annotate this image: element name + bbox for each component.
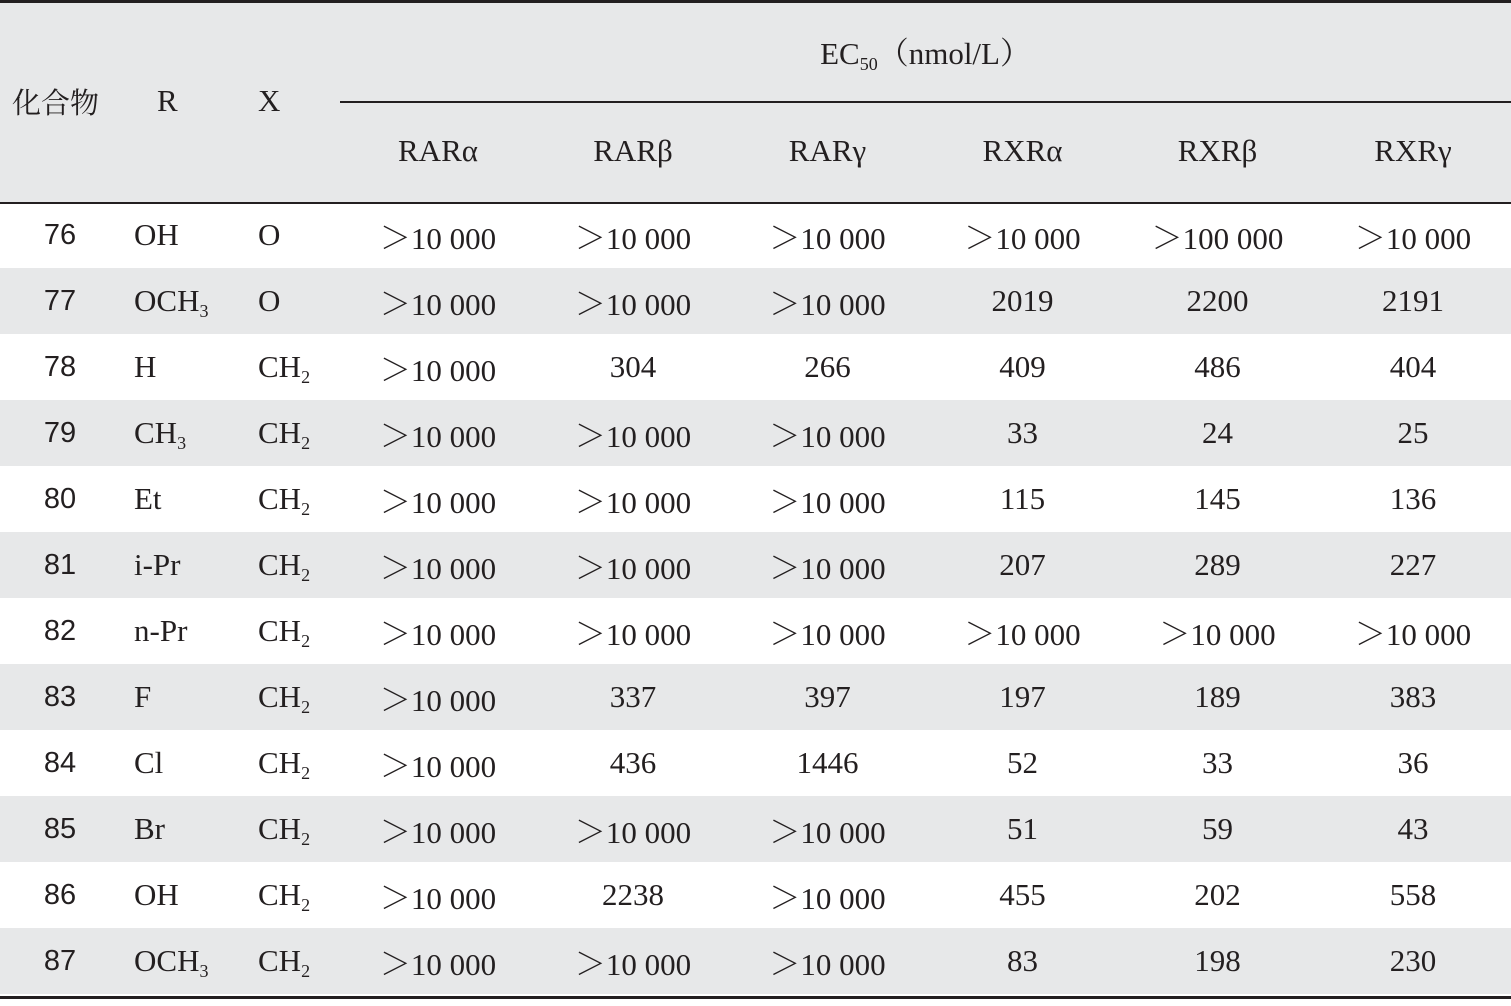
ec50-value-cell-text: 436: [609, 745, 657, 780]
ec50-value-cell: [536, 334, 730, 400]
ec50-value-cell: [730, 796, 925, 862]
ec50-value-cell-text: ＞10 000: [769, 550, 886, 586]
ec50-value-cell-text: 52: [1007, 745, 1038, 780]
ec50-value-cell-text: 558: [1389, 877, 1437, 912]
bottom-rule: [0, 996, 1511, 999]
ec50-value-cell: [925, 598, 1120, 664]
ec50-value-cell: [1315, 466, 1511, 532]
ec50-value-cell: [536, 598, 730, 664]
ec50-value-cell-text: 207: [999, 547, 1046, 582]
ec50-value-cell: [730, 664, 925, 730]
ec50-value-cell: [1315, 598, 1511, 664]
ec50-value-cell-text: 115: [999, 481, 1046, 516]
compound-id-cell-text: 83: [43, 680, 77, 713]
ec50-value-cell-text: 266: [804, 349, 851, 384]
ec50-value-cell: [730, 730, 925, 796]
table-row: [0, 928, 1511, 994]
ec50-value-cell-text: 337: [609, 679, 657, 714]
ec50-value-cell: [340, 928, 536, 994]
r-cell: [120, 466, 242, 532]
ec50-value-cell-text: 189: [1194, 679, 1241, 714]
ec50-value-cell: [730, 268, 925, 334]
header-compound: 化合物: [0, 0, 120, 202]
x-cell-subscript: 2: [301, 763, 311, 783]
ec50-value-cell-text: ＞10 000: [574, 814, 692, 850]
ec50-value-cell: [340, 796, 536, 862]
r-cell: [120, 730, 242, 796]
ec50-value-cell-text: ＞10 000: [379, 880, 497, 916]
compound-id-cell-text: 78: [43, 350, 77, 383]
ec50-value-cell-text: 33: [1007, 415, 1038, 450]
ec50-value-cell: [1120, 202, 1315, 268]
r-cell-text: CH: [134, 415, 178, 450]
ec50-value-cell-text: ＞10 000: [769, 880, 886, 916]
ec50-value-cell: [730, 862, 925, 928]
ec50-value-cell-text: 304: [609, 349, 657, 384]
x-cell-text: CH: [258, 481, 302, 516]
header-x: X: [242, 0, 340, 202]
r-cell: [120, 268, 242, 334]
ec50-value-cell: [340, 334, 536, 400]
table-row: [0, 598, 1511, 664]
ec50-value-cell-text: ＞10 000: [769, 814, 886, 850]
ec50-value-cell: [1315, 268, 1511, 334]
compound-id-cell-text: 85: [43, 812, 77, 845]
x-cell-subscript: 2: [301, 433, 311, 453]
ec50-value-cell-text: ＞10 000: [769, 484, 886, 520]
ec50-value-cell-text: ＞10 000: [574, 616, 692, 652]
ec50-value-cell-text: 83: [1007, 943, 1038, 978]
table-row: [0, 730, 1511, 796]
compound-id-cell: [0, 532, 120, 598]
ec50-value-cell: [1120, 598, 1315, 664]
ec50-value-cell-text: 202: [1194, 877, 1241, 912]
x-cell-text: O: [258, 217, 281, 252]
ec50-value-cell: [536, 730, 730, 796]
r-cell-text: i-Pr: [134, 547, 181, 582]
header-ec50-label: EC: [820, 35, 860, 71]
ec50-value-cell: [536, 532, 730, 598]
ec50-value-cell: [340, 598, 536, 664]
r-cell-text: Br: [134, 811, 165, 846]
compound-id-cell-text: 86: [43, 878, 77, 911]
header-receptor: RXRα: [925, 100, 1120, 202]
ec50-value-cell: [536, 202, 730, 268]
ec50-value-cell-text: 198: [1194, 943, 1241, 978]
ec50-value-cell: [730, 598, 925, 664]
table-row: [0, 400, 1511, 466]
x-cell: [242, 466, 340, 532]
compound-id-cell: [0, 334, 120, 400]
ec50-value-cell-text: ＞10 000: [574, 286, 692, 322]
header-ec50-unit: （nmol/L）: [877, 35, 1031, 71]
x-cell: [242, 202, 340, 268]
ec50-value-cell-text: 455: [999, 877, 1046, 912]
ec50-value-cell: [925, 400, 1120, 466]
x-cell: [242, 532, 340, 598]
ec50-value-cell: [925, 334, 1120, 400]
ec50-value-cell-text: ＞10 000: [379, 484, 497, 520]
ec50-value-cell-text: ＞100 000: [1151, 220, 1284, 256]
table-body: [0, 202, 1511, 994]
table-row: [0, 268, 1511, 334]
x-cell-text: CH: [258, 877, 302, 912]
ec50-value-cell: [340, 664, 536, 730]
ec50-value-cell-text: 33: [1202, 745, 1233, 780]
ec50-value-cell-text: 383: [1389, 679, 1437, 714]
header-receptor: RARγ: [730, 100, 925, 202]
x-cell: [242, 928, 340, 994]
compound-id-cell-text: 81: [43, 548, 77, 581]
header-ec50-subscript: 50: [859, 53, 878, 74]
ec50-value-cell: [536, 796, 730, 862]
x-cell-subscript: 2: [301, 565, 311, 585]
ec50-value-cell-text: 2019: [991, 283, 1054, 318]
ec50-value-cell: [925, 664, 1120, 730]
table-row: [0, 466, 1511, 532]
x-cell-subscript: 2: [301, 367, 311, 387]
ec50-value-cell-text: ＞10 000: [769, 946, 886, 982]
compound-id-cell-text: 77: [43, 284, 77, 317]
ec50-value-cell-text: 397: [804, 679, 851, 714]
r-cell-text: H: [134, 349, 157, 384]
compound-id-cell-text: 87: [43, 944, 77, 977]
compound-id-cell: [0, 466, 120, 532]
ec50-value-cell: [925, 928, 1120, 994]
compound-id-cell: [0, 664, 120, 730]
ec50-value-cell: [536, 466, 730, 532]
ec50-value-cell: [1120, 268, 1315, 334]
compound-id-cell: [0, 730, 120, 796]
ec50-value-cell-text: ＞10 000: [574, 484, 692, 520]
ec50-value-cell-text: ＞10 000: [574, 946, 692, 982]
table-row: [0, 796, 1511, 862]
ec50-value-cell: [730, 400, 925, 466]
compound-id-cell: [0, 862, 120, 928]
ec50-value-cell-text: ＞10 000: [769, 418, 886, 454]
ec50-value-cell-text: ＞10 000: [769, 286, 886, 322]
ec50-value-cell-text: 145: [1194, 481, 1241, 516]
ec50-value-cell-text: ＞10 000: [1354, 616, 1472, 652]
ec50-value-cell-text: ＞10 000: [379, 682, 497, 718]
ec50-value-cell-text: ＞10 000: [379, 748, 497, 784]
x-cell-subscript: 2: [301, 829, 311, 849]
x-cell-text: CH: [258, 349, 302, 384]
x-cell: [242, 598, 340, 664]
ec50-value-cell-text: ＞10 000: [574, 220, 692, 256]
ec50-value-cell-text: ＞10 000: [379, 352, 497, 388]
ec50-value-cell-text: ＞10 000: [379, 550, 497, 586]
ec50-value-cell: [1120, 862, 1315, 928]
ec50-value-cell: [730, 202, 925, 268]
ec50-value-cell: [1315, 796, 1511, 862]
x-cell-text: CH: [258, 415, 302, 450]
r-cell: [120, 664, 242, 730]
x-cell-text: CH: [258, 547, 302, 582]
ec50-value-cell: [1120, 400, 1315, 466]
compound-id-cell-text: 80: [43, 482, 77, 515]
ec50-value-cell-text: 2191: [1382, 283, 1445, 318]
header-bottom-rule: [0, 202, 1511, 204]
header-r: R: [120, 0, 242, 202]
ec50-value-cell: [925, 466, 1120, 532]
table-row: [0, 334, 1511, 400]
ec50-value-cell: [340, 400, 536, 466]
ec50-value-cell-text: ＞10 000: [574, 550, 692, 586]
ec50-value-cell-text: ＞10 000: [379, 946, 497, 982]
compound-id-cell: [0, 400, 120, 466]
r-cell-text: OCH: [134, 283, 200, 318]
ec50-value-cell-text: ＞10 000: [379, 286, 497, 322]
ec50-value-cell: [1120, 928, 1315, 994]
ec50-value-cell: [1120, 532, 1315, 598]
x-cell-subscript: 2: [301, 961, 311, 981]
ec50-value-cell-text: 404: [1389, 349, 1437, 384]
x-cell: [242, 730, 340, 796]
compound-id-cell-text: 76: [43, 218, 77, 251]
compound-id-cell-text: 82: [43, 614, 77, 647]
x-cell-subscript: 2: [301, 697, 311, 717]
x-cell: [242, 334, 340, 400]
r-cell: [120, 334, 242, 400]
ec50-value-cell: [1315, 400, 1511, 466]
x-cell-text: O: [258, 283, 281, 318]
r-cell-subscript: 3: [177, 433, 187, 453]
ec50-value-cell-text: 230: [1389, 943, 1437, 978]
ec50-value-cell: [925, 730, 1120, 796]
r-cell-text: n-Pr: [134, 613, 188, 648]
compound-id-cell-text: 79: [43, 416, 77, 449]
r-cell-text: OCH: [134, 943, 200, 978]
ec50-value-cell: [925, 202, 1120, 268]
x-cell-subscript: 2: [301, 499, 311, 519]
r-cell-text: Et: [134, 481, 162, 516]
r-cell-text: F: [134, 679, 152, 714]
ec50-value-cell-text: 51: [1007, 811, 1038, 846]
ec50-value-cell-text: 59: [1202, 811, 1233, 846]
r-cell: [120, 532, 242, 598]
ec50-value-cell-text: ＞10 000: [1354, 220, 1472, 256]
ec50-value-cell: [340, 862, 536, 928]
ec50-value-cell-text: 25: [1397, 415, 1429, 450]
ec50-value-cell: [925, 268, 1120, 334]
ec50-value-cell-text: ＞10 000: [379, 220, 497, 256]
ec50-value-cell-text: ＞10 000: [379, 418, 497, 454]
r-cell: [120, 400, 242, 466]
ec50-value-cell: [536, 862, 730, 928]
ec50-value-cell-text: 409: [999, 349, 1046, 384]
header-receptor: RXRβ: [1120, 100, 1315, 202]
ec50-value-cell: [1120, 664, 1315, 730]
x-cell-text: CH: [258, 613, 302, 648]
ec50-value-cell-text: ＞10 000: [964, 220, 1081, 256]
ec50-value-cell-text: 197: [999, 679, 1046, 714]
ec50-value-cell-text: ＞10 000: [964, 616, 1081, 652]
header-receptor: RARα: [340, 100, 536, 202]
table-row: [0, 202, 1511, 268]
ec50-value-cell: [730, 334, 925, 400]
ec50-value-cell-text: 36: [1397, 745, 1429, 780]
r-cell-text: Cl: [134, 745, 164, 780]
ec50-value-cell-text: ＞10 000: [379, 814, 497, 850]
r-cell: [120, 598, 242, 664]
ec50-value-cell: [1315, 928, 1511, 994]
ec50-value-cell: [1315, 664, 1511, 730]
ec50-value-cell: [536, 664, 730, 730]
ec50-value-cell: [1315, 532, 1511, 598]
ec50-value-cell: [925, 532, 1120, 598]
r-cell: [120, 928, 242, 994]
ec50-value-cell: [925, 796, 1120, 862]
table-row: [0, 532, 1511, 598]
compound-id-cell: [0, 928, 120, 994]
x-cell: [242, 268, 340, 334]
x-cell-text: CH: [258, 679, 302, 714]
x-cell-text: CH: [258, 943, 302, 978]
table-row: [0, 862, 1511, 928]
ec50-value-cell: [340, 202, 536, 268]
r-cell: [120, 862, 242, 928]
ec50-value-cell-text: 227: [1389, 547, 1437, 582]
r-cell-subscript: 3: [199, 961, 209, 981]
x-cell: [242, 796, 340, 862]
ec50-value-cell: [730, 928, 925, 994]
x-cell-subscript: 2: [301, 631, 311, 651]
ec50-value-cell-text: ＞10 000: [769, 220, 886, 256]
x-cell: [242, 862, 340, 928]
r-cell-subscript: 3: [199, 301, 209, 321]
header-sub-rule: [340, 101, 1511, 103]
x-cell: [242, 400, 340, 466]
compound-id-cell: [0, 202, 120, 268]
ec50-value-cell-text: 136: [1389, 481, 1437, 516]
x-cell: [242, 664, 340, 730]
ec50-value-cell-text: 2200: [1186, 283, 1249, 318]
ec50-value-cell-text: ＞10 000: [1159, 616, 1276, 652]
header-receptor: RARβ: [536, 100, 730, 202]
ec50-value-cell: [1120, 796, 1315, 862]
ec50-value-cell-text: 1446: [796, 745, 859, 780]
ec50-value-cell: [1315, 730, 1511, 796]
ec50-value-cell: [536, 268, 730, 334]
compound-id-cell: [0, 598, 120, 664]
ec50-value-cell: [1315, 862, 1511, 928]
ec50-value-cell: [340, 532, 536, 598]
ec50-value-cell-text: 2238: [602, 877, 664, 912]
ec50-value-cell-text: 289: [1194, 547, 1241, 582]
ec50-value-cell: [1315, 202, 1511, 268]
ec50-value-cell: [340, 268, 536, 334]
x-cell-text: CH: [258, 745, 302, 780]
ec50-value-cell: [536, 928, 730, 994]
ec50-value-cell: [1315, 334, 1511, 400]
compound-id-cell: [0, 796, 120, 862]
ec50-value-cell-text: 24: [1202, 415, 1233, 450]
header-receptor: RXRγ: [1315, 100, 1511, 202]
ec50-value-cell: [925, 862, 1120, 928]
x-cell-text: CH: [258, 811, 302, 846]
top-rule: [0, 0, 1511, 3]
r-cell-text: OH: [134, 217, 179, 252]
ec50-value-cell: [1120, 466, 1315, 532]
ec50-value-cell: [1120, 334, 1315, 400]
compound-id-cell: [0, 268, 120, 334]
r-cell-text: OH: [134, 877, 179, 912]
ec50-value-cell: [730, 466, 925, 532]
ec50-value-cell: [730, 532, 925, 598]
r-cell: [120, 202, 242, 268]
ec50-value-cell: [1120, 730, 1315, 796]
ec50-value-cell-text: 486: [1194, 349, 1241, 384]
header-ec50: [340, 0, 1511, 100]
ec50-value-cell-text: ＞10 000: [769, 616, 886, 652]
ec50-value-cell-text: 43: [1397, 811, 1429, 846]
ec50-value-cell: [536, 400, 730, 466]
table-row: [0, 664, 1511, 730]
ec50-value-cell-text: ＞10 000: [574, 418, 692, 454]
ec50-value-cell: [340, 466, 536, 532]
x-cell-subscript: 2: [301, 895, 311, 915]
ec50-value-cell: [340, 730, 536, 796]
ec50-value-cell-text: ＞10 000: [379, 616, 497, 652]
r-cell: [120, 796, 242, 862]
compound-id-cell-text: 84: [43, 746, 77, 779]
